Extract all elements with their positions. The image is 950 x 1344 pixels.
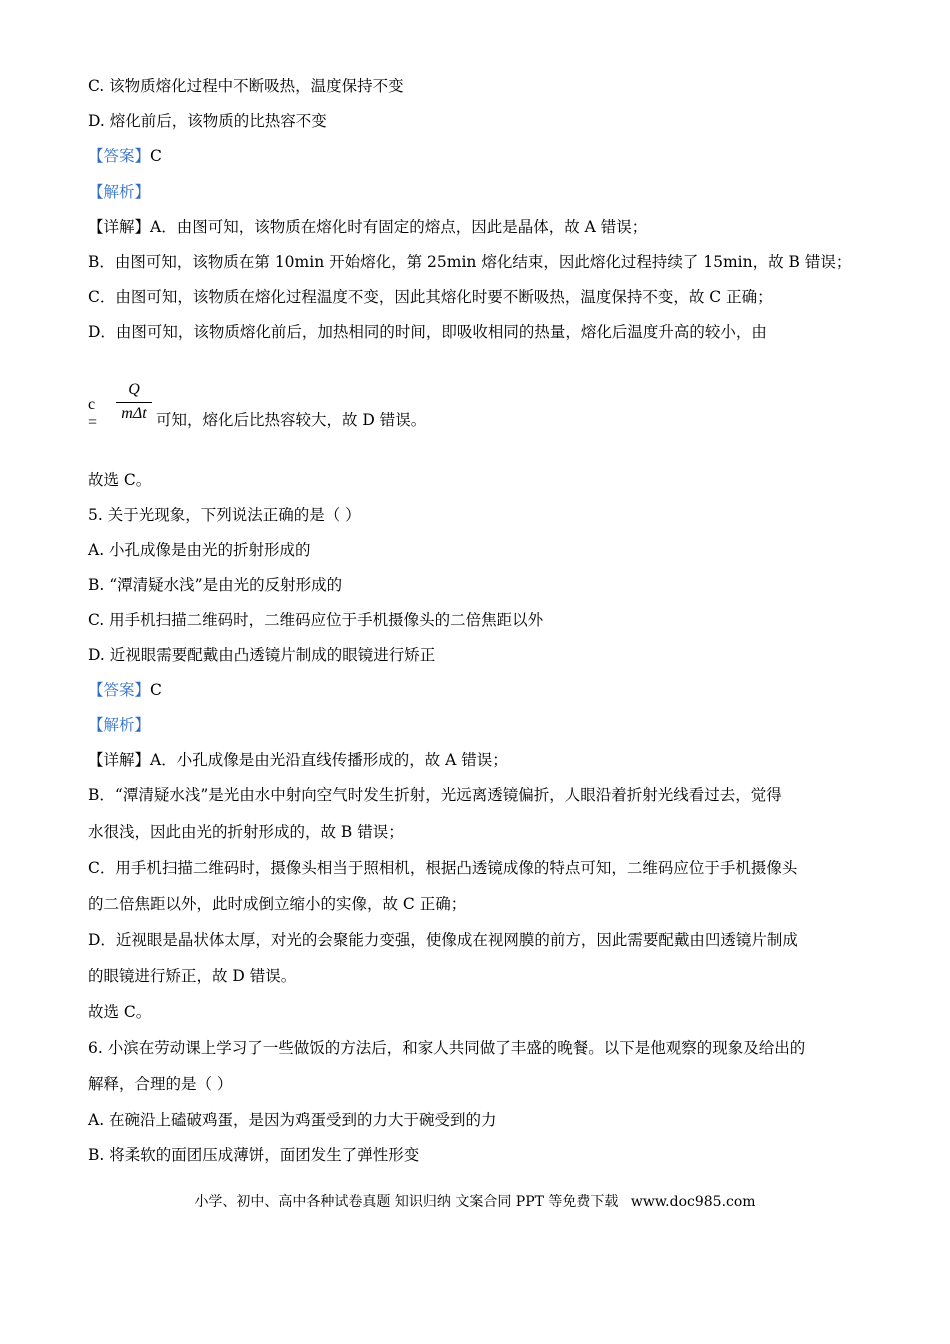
- formula-numerator: Q: [128, 381, 140, 398]
- q5-detail-a: 【详解】A．小孔成像是由光沿直线传播形成的，故 A 错误；: [88, 751, 508, 769]
- q5-option-c: C. 用手机扫描二维码时，二维码应位于手机摄像头的二倍焦距以外: [88, 611, 544, 629]
- analysis-tag: 【解析】: [88, 183, 151, 201]
- q5-answer-line: [88, 680, 162, 700]
- q5-detail-b-2: 水很浅，因此由光的折射形成的，故 B 错误；: [88, 823, 404, 841]
- answer-tag: 【答案】: [88, 147, 151, 165]
- question-5: 5. 关于光现象，下列说法正确的是（ ）: [88, 506, 361, 524]
- q5-detail-d-1: D．近视眼是晶状体太厚，对光的会聚能力变强，使像成在视网膜的前方，因此需要配戴由凹透镜片制成: [88, 931, 798, 949]
- question-6-line-2: 解释，合理的是（ ）: [88, 1075, 233, 1093]
- option-c-text: C. 该物质熔化过程中不断吸热，温度保持不变: [88, 77, 404, 95]
- q6-option-a: A. 在碗沿上磕破鸡蛋，是因为鸡蛋受到的力大于碗受到的力: [88, 1111, 497, 1129]
- page-footer: [0, 1191, 950, 1211]
- detail-c: C．由图可知，该物质在熔化过程温度不变，因此其熔化时要不断吸热，温度保持不变，故 C 正确；: [88, 288, 773, 306]
- detail-a: 【详解】A．由图可知，该物质在熔化时有固定的熔点，因此是晶体，故 A 错误；: [88, 218, 648, 236]
- question-6-line-1: 6. 小滨在劳动课上学习了一些做饭的方法后，和家人共同做了丰盛的晚餐。以下是他观察的现象及给出的: [88, 1039, 806, 1057]
- answer-value: C: [150, 147, 162, 165]
- footer-text: 小学、初中、高中各种试卷真题 知识归纳 文案合同 PPT 等免费下载: [194, 1194, 619, 1210]
- q5-option-d: D. 近视眼需要配戴由凸透镜片制成的眼镜进行矫正: [88, 646, 436, 664]
- q5-detail-b-1: B．“潭清疑水浅”是光由水中射向空气时发生折射，光远离透镜偏折，人眼沿着折射光线看过去，觉得: [88, 786, 782, 804]
- detail-b: B．由图可知，该物质在第 10min 开始熔化，第 25min 熔化结束，因此熔化过程持续了 15min，故 B 错误；: [88, 253, 852, 271]
- q5-answer-value: C: [150, 681, 162, 699]
- option-d-text: D. 熔化前后，该物质的比热容不变: [88, 112, 327, 130]
- q6-option-b: B. 将柔软的面团压成薄饼，面团发生了弹性形变: [88, 1146, 420, 1164]
- q5-answer-tag: 【答案】: [88, 681, 151, 699]
- q5-option-b: B. “潭清疑水浅”是由光的反射形成的: [88, 576, 343, 594]
- footer-site-link[interactable]: www.doc985.com: [630, 1194, 756, 1210]
- q5-analysis-tag: 【解析】: [88, 716, 151, 734]
- formula-denominator: mΔt: [121, 405, 147, 422]
- formula-fraction: [116, 380, 152, 423]
- answer-line: [88, 146, 162, 166]
- q5-detail-d-2: 的眼镜进行矫正，故 D 错误。: [88, 967, 297, 985]
- formula-conclusion: 可知，熔化后比热容较大，故 D 错误。: [156, 411, 427, 429]
- q5-detail-c-1: C．用手机扫描二维码时，摄像头相当于照相机，根据凸透镜成像的特点可知，二维码应位于手机摄像头: [88, 859, 798, 877]
- detail-d: D．由图可知，该物质熔化前后，加热相同的时间，即吸收相同的热量，熔化后温度升高的较小，由: [88, 323, 767, 341]
- q5-option-a: A. 小孔成像是由光的折射形成的: [88, 541, 311, 559]
- formula-lhs: c =: [88, 396, 98, 431]
- choose-c-2: 故选 C。: [88, 1003, 152, 1021]
- choose-c-1: 故选 C。: [88, 471, 152, 489]
- q5-detail-c-2: 的二倍焦距以外，此时成倒立缩小的实像，故 C 正确；: [88, 895, 467, 913]
